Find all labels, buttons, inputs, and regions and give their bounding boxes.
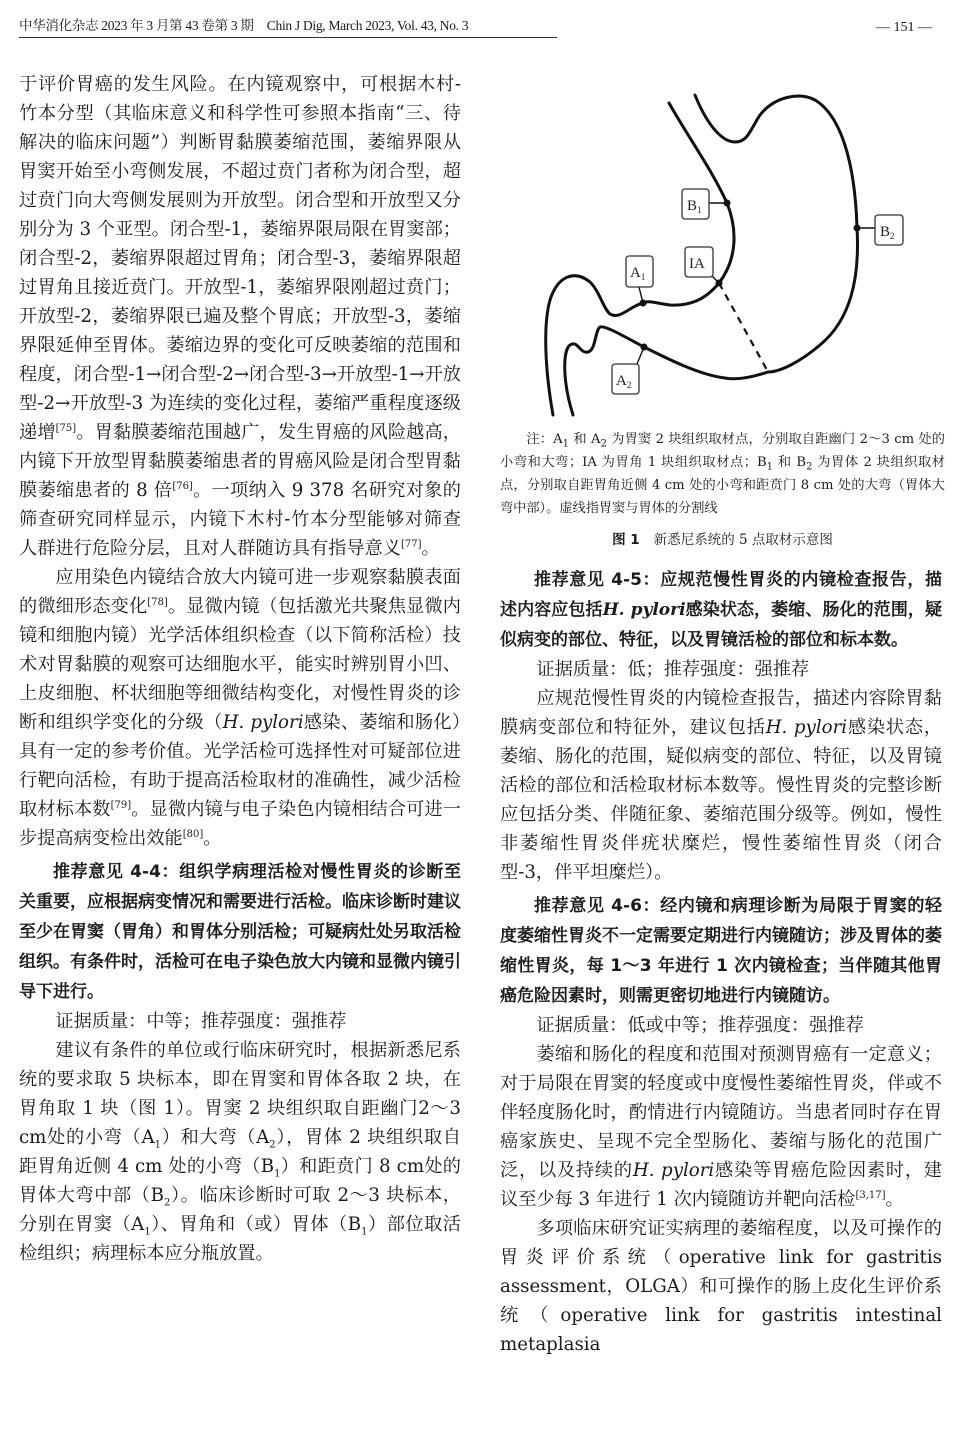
text: ）和大弯（A	[161, 1127, 270, 1148]
recommendation-text: 组织学病理活检对慢性胃炎的诊断至关重要，应根据病变情况和需要进行活检。临床诊断时建议至少在胃窦（胃角）和胃体分别活检；可疑病灶处另取活检组织。有条件时，活检可在电子染色放大内镜和显微内镜引导下进行。	[19, 862, 461, 1002]
text: ）部位取活检组织；病理标本应分瓶放置。	[19, 1214, 461, 1264]
text: 和 A	[568, 432, 601, 447]
page-number: — 151 —	[876, 20, 932, 35]
subscript: 2	[269, 1139, 276, 1151]
text: 感染等胃癌危险因素时，建议至少每 3 年进行 1 次内镜随访并靶向活检	[500, 1160, 942, 1210]
recommendation-4-5	[500, 565, 942, 655]
citation[interactable]: [75]	[55, 422, 77, 434]
paragraph-endoscopy	[19, 563, 461, 853]
subscript: 2	[163, 1197, 171, 1209]
a2-point	[641, 344, 648, 351]
text: 应规范慢性胃炎的内镜检查报告，描述内容除胃黏膜病变部位和特征外，建议包括	[500, 688, 942, 738]
recommendation-text: 感染状态，萎缩、肠化的范围，疑似病变的部位、特征，以及胃镜活检的部位和标本数。	[500, 600, 943, 650]
figure-title: 新悉尼系统的 5 点取材示意图	[653, 532, 833, 548]
recommendation-4-6	[500, 891, 942, 1011]
figure-note	[500, 428, 945, 520]
subscript: 1	[562, 438, 569, 450]
a1-label: $A_1$	[630, 265, 646, 282]
text: 萎缩和肠化的程度和范围对预测胃癌有一定意义；对于局限在胃窦的轻度或中度慢性萎缩性胃炎，伴或不伴轻度肠化时，酌情进行内镜随访。当患者同时存在胃癌家族史、呈现不完全型肠化、萎缩与肠化的范围广泛，以及持续的	[500, 1044, 942, 1181]
figure-caption	[500, 529, 945, 551]
text: 和 B	[773, 455, 807, 470]
b1-label: $B_1$	[687, 198, 702, 215]
text: 建议有条件的单位或行临床研究时，根据新悉尼系统的要求取 5 块标本，即在胃窦和胃体各取 2 块，在胃角取 1 块（图 1）。胃窦 2 块组织取自距幽门2～3 cm处的小弯（A	[19, 1040, 461, 1148]
b2-label: $B_2$	[880, 224, 895, 241]
species-name: H. pylori	[222, 712, 304, 733]
species-name: H. pylori	[632, 1160, 715, 1181]
text: 。胃黏膜萎缩范围越广，发生胃癌的风险越高，内镜下开放型胃黏膜萎缩患者的胃癌风险是闭合型胃黏膜萎缩患者的 8 倍	[19, 422, 461, 501]
subscript: 2	[806, 461, 813, 473]
text: 感染状态，萎缩、肠化的范围，疑似病变的部位、特征，以及胃镜活检的部位和活检取材标本数等。慢性胃炎的完整诊断应包括分类、伴随征象、萎缩范围分级等。例如，慢性非萎缩性胃炎伴疣状糜烂，慢性萎缩性胃炎（闭合型-3，伴平坦糜烂）。	[500, 717, 942, 883]
paragraph-follow-up	[500, 1040, 942, 1214]
recommendation-label: 推荐意见 4-5：	[534, 570, 661, 590]
a2-label: $A_2$	[616, 373, 632, 390]
running-header: 中华消化杂志 2023 年 3 月第 43 卷第 3 期 Chin J Dig, March 2023, Vol. 43, No. 3	[19, 16, 557, 38]
evidence-4-6: 证据质量：低或中等；推荐强度：强推荐	[536, 1015, 864, 1036]
subscript: 1	[144, 1226, 151, 1238]
citation[interactable]: [76]	[172, 480, 193, 492]
right-column	[500, 565, 942, 1359]
subscript: 1	[361, 1226, 368, 1238]
species-name: H. pylori	[602, 600, 686, 620]
paragraph-sampling	[19, 1036, 461, 1268]
evidence-4-4: 证据质量：中等；推荐强度：强推荐	[55, 1011, 347, 1032]
citation[interactable]: [3,17]	[855, 1189, 886, 1201]
recommendation-label: 推荐意见 4-4：	[53, 862, 180, 882]
text: 于评价胃癌的发生风险。在内镜观察中，可根据木村-竹本分型（其临床意义和科学性可参照本指南“三、待解决的临床问题”）判断胃黏膜萎缩范围，萎缩界限从胃窦开始至小弯侧发展，不超过贲门者称为闭合型，超过贲门向大弯侧发展则为开放型。闭合型和开放型又分别分为 3 个亚型。闭合型-1，萎缩界限局限在胃窦部；闭合型-2，萎缩界限超过胃角；闭合型-3，萎缩界限超过胃角且接近贲门。开放型-1，萎缩界限刚超过贲门；开放型-2，萎缩界限已遍及整个胃底；开放型-3，萎缩界限延伸至胃体。萎缩边界的变化可反映萎缩的范围和程度，闭合型-1→闭合型-2→闭合型-3→开放型-1→开放型-2→开放型-3 为连续的变化过程，萎缩严重程度逐级递增	[19, 74, 461, 443]
recommendation-4-4	[19, 857, 461, 1007]
paragraph-kimura-takemoto	[19, 70, 461, 563]
text: ）。临床诊断时可取 2～3 块标本，分别在胃窦（A	[19, 1185, 461, 1235]
b1-point	[724, 200, 731, 207]
recommendation-label: 推荐意见 4-6：	[534, 896, 661, 916]
evidence-4-5: 证据质量：低；推荐强度：强推荐	[536, 659, 810, 680]
text: 为胃窦 2 块组织取材点，分别取自距幽门 2～3 cm 处的小弯和大弯；IA 为胃角 1 块组织取材点；B	[500, 432, 945, 470]
text: ）和距贲门 8 cm处的胃体大弯中部（B	[19, 1156, 461, 1206]
subscript: 1	[766, 461, 774, 473]
text: 。显微内镜与电子染色内镜相结合可进一步提高病变检出效能	[19, 799, 461, 849]
text: 。一项纳入 9 378 名研究对象的筛查研究同样显示，内镜下木村-竹本分型能够对筛查人群进行危险分层，且对人群随访具有指导意义	[19, 480, 461, 559]
text: 。显微内镜（包括激光共聚焦显微内镜和细胞内镜）光学活体组织检查（以下简称活检）技术对胃黏膜的观察可达细胞水平，能实时辨别胃小凹、上皮细胞、杯状细胞等细微结构变化，对慢性胃炎的诊断和组织学变化的分级（	[19, 596, 461, 733]
text: 为胃体 2 块组织取材点，分别取自距胃角近侧 4 cm 处的小弯和距贲门 8 cm 处的大弯（胃体大弯中部）。虚线指胃窦与胃体的分割线	[500, 455, 946, 516]
text: 。	[421, 538, 440, 559]
antrum-body-dashed-line	[719, 283, 767, 370]
paragraph-report	[500, 684, 942, 887]
recommendation-text: 经内镜和病理诊断为局限于胃窦的轻度萎缩性胃炎不一定需要定期进行内镜随访；涉及胃体的萎缩性胃炎，每 1～3 年进行 1 次内镜检查；当伴随其他胃癌危险因素时，则需更密切地进行内镜随访。	[500, 896, 942, 1006]
paragraph-olga: 多项临床研究证实病理的萎缩程度，以及可操作的胃炎评价系统（operative link for gastritis assessment，OLGA）和可操作的肠上皮化生评价系统（operative link for gastritis intestinal metaplasia	[500, 1218, 942, 1355]
citation[interactable]: [79]	[110, 799, 132, 811]
text: ）、胃角和（或）胃体（B	[150, 1214, 362, 1235]
subscript: 1	[154, 1139, 162, 1151]
text: 。	[885, 1189, 904, 1210]
text: 。	[203, 828, 222, 849]
recommendation-text: 应规范慢性胃炎的内镜检查报告，描述内容应包括	[500, 570, 942, 620]
text: ），胃体 2 块组织取自距胃角近侧 4 cm 处的小弯（B	[19, 1127, 461, 1177]
text: 注：A	[526, 432, 563, 447]
citation[interactable]: [80]	[182, 828, 204, 840]
subscript: 2	[600, 438, 607, 450]
ia-point	[716, 280, 723, 287]
text: 感染、萎缩和肠化）具有一定的参考价值。光学活检可选择性对可疑部位进行靶向活检，有助于提高活检取材的准确性，减少活检取材标本数	[19, 712, 461, 820]
citation[interactable]: [77]	[400, 538, 422, 550]
left-column	[19, 70, 461, 1268]
a1-point	[640, 300, 647, 307]
text: 应用染色内镜结合放大内镜可进一步观察黏膜表面的微细形态变化	[19, 567, 461, 617]
species-name: H. pylori	[765, 717, 848, 738]
citation[interactable]: [78]	[147, 596, 168, 608]
ia-label: IA	[689, 256, 705, 272]
subscript: 1	[274, 1168, 281, 1180]
stomach-diagram	[520, 75, 940, 425]
b2-point	[854, 225, 861, 232]
figure-label: 图 1	[612, 532, 640, 548]
